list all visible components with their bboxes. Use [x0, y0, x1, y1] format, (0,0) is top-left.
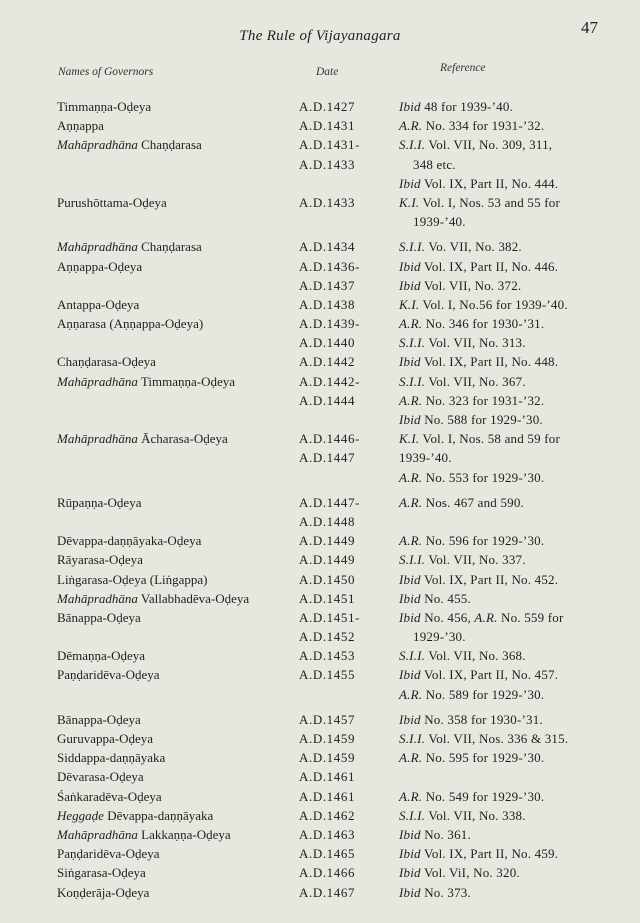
date-cell: A.D.1446-: [299, 431, 361, 447]
row-line: [0, 468, 640, 487]
reference-source: S.I.I.: [399, 731, 426, 746]
governor-title: Heggaḍe: [57, 807, 104, 823]
governor-name-text: Aṇṇappa: [57, 118, 104, 134]
reference-cell: [399, 806, 526, 825]
row-line: [0, 372, 640, 391]
reference-source: Ibid: [399, 571, 421, 587]
governor-name: [57, 787, 162, 806]
row-line: [0, 570, 640, 589]
reference-source: Ibid: [399, 99, 421, 114]
date-cell: A.D.1442-: [299, 373, 361, 389]
reference-source: K.I.: [399, 431, 420, 447]
reference-source: Ibid: [399, 609, 421, 625]
reference-cell: [399, 391, 544, 410]
date-cell: A.D.1442: [299, 354, 356, 370]
table-row: [0, 237, 640, 256]
governor-name-text: Dēvappa-daṇṇāyaka: [103, 807, 214, 823]
reference-source: S.I.I.: [399, 373, 426, 389]
reference-cell: [399, 787, 544, 806]
governor-name-text: Aṇṇarasa (Aṇṇappa-Oḍeya): [57, 316, 204, 332]
governor-name-text: Chaṇḍarasa: [137, 239, 202, 255]
governor-name: [57, 97, 151, 116]
date-cell: A.D.1451: [299, 590, 356, 606]
row-line: [0, 333, 640, 352]
reference-text: Vol. IX, Part II, No. 446.: [420, 258, 559, 274]
reference-cell: [399, 448, 452, 467]
date-cell: A.D.1444: [299, 392, 356, 408]
governor-name: [57, 429, 228, 448]
reference-cell: [399, 372, 526, 391]
governor-title: Mahāpradhāna: [57, 826, 138, 842]
table-row: [0, 135, 640, 193]
reference-source: K.I.: [399, 296, 420, 312]
reference-source: S.I.I.: [399, 137, 426, 153]
row-line: [0, 493, 640, 512]
governor-name: [57, 314, 203, 333]
date-cell: A.D.1457: [299, 711, 356, 727]
table-row: [0, 844, 640, 863]
governor-name: [57, 589, 249, 608]
reference-source: S.I.I.: [399, 807, 426, 823]
row-line: [0, 155, 640, 174]
reference-text: No. 323 for 1931-’32.: [422, 392, 545, 408]
governor-title: Mahāpradhāna: [57, 239, 138, 255]
row-line: [0, 237, 640, 256]
reference-text: Vol. VII, No. 337.: [425, 552, 526, 568]
governor-name-text: Guruvappa-Oḍeya: [57, 731, 154, 746]
date-cell: A.D.1438: [299, 296, 356, 312]
reference-cell: [413, 627, 466, 646]
reference-text: No. 596 for 1929-’30.: [422, 533, 545, 549]
date-cell: A.D.1462: [299, 807, 356, 823]
governor-title: Mahāpradhāna: [57, 373, 138, 389]
date-cell: A.D.1459: [299, 750, 356, 766]
governor-name: [57, 531, 201, 550]
reference-source: Ibid: [399, 590, 421, 606]
reference-text: Vol. I, No.56 for 1939-’40.: [419, 296, 568, 312]
reference-source: Ibid: [399, 846, 421, 862]
reference-cell: [399, 665, 558, 684]
governor-name-text: Dēmaṇṇa-Oḍeya: [57, 648, 146, 664]
row-line: [0, 787, 640, 806]
table-row: [0, 806, 640, 825]
reference-cell: [399, 116, 544, 135]
reference-source: A.R.: [399, 750, 423, 766]
governor-name: [57, 825, 231, 844]
reference-text: Vol. VII, No. 309, 311,: [425, 137, 553, 153]
reference-cell: [399, 550, 526, 569]
reference-text: Vol. VII, No. 338.: [425, 807, 526, 823]
date-cell: A.D.1455: [299, 667, 356, 683]
page-number: 47: [581, 18, 598, 37]
reference-source: A.R.: [399, 686, 423, 702]
table-row: [0, 710, 640, 729]
row-line: [0, 589, 640, 608]
governor-name-text: Koṇḍerāja-Oḍeya: [57, 884, 150, 900]
reference-cell: [413, 155, 456, 174]
governor-title: Mahāpradhāna: [57, 590, 138, 606]
governor-name-text: Timmaṇṇa-Oḍeya: [137, 373, 236, 389]
row-line: [0, 806, 640, 825]
date-cell: A.D.1465: [299, 846, 356, 862]
reference-cell: [399, 468, 544, 487]
governor-name: [57, 646, 145, 665]
reference-text: No. 595 for 1929-’30.: [422, 750, 545, 766]
reference-cell: [399, 193, 560, 212]
table-row: [0, 589, 640, 608]
reference-source: A.R.: [399, 494, 423, 510]
table-row: [0, 257, 640, 295]
governor-name-text: Paṇḍaridēva-Oḍeya: [57, 846, 160, 862]
governor-name: [57, 135, 202, 154]
date-cell: A.D.1434: [299, 239, 356, 255]
governor-title: Mahāpradhāna: [57, 137, 138, 153]
date-cell: A.D.1467: [299, 884, 356, 900]
reference-cell: [399, 237, 522, 256]
reference-text: Vol. IX, Part II, No. 459.: [420, 846, 559, 862]
reference-text: No. 549 for 1929-’30.: [422, 788, 545, 804]
governor-table: [0, 97, 640, 902]
governor-name: [57, 237, 202, 256]
table-row: [0, 550, 640, 569]
reference-text: 1939-’40.: [413, 214, 466, 230]
reference-text: No. 456,: [420, 609, 475, 625]
reference-text: Vol. IX, Part II, No. 457.: [420, 667, 559, 683]
reference-text: Vol. ViI, No. 320.: [420, 865, 520, 881]
table-row: [0, 352, 640, 371]
governor-name: [57, 570, 208, 589]
governor-name: [57, 748, 165, 767]
reference-cell: [399, 352, 558, 371]
governor-name-text: Liṅgarasa-Oḍeya (Liṅgappa): [57, 571, 208, 587]
reference-text: Vol. VII, No. 372.: [420, 277, 522, 293]
reference-cell: [399, 748, 544, 767]
row-line: [0, 97, 640, 116]
reference-source: Ibid: [399, 865, 421, 881]
governor-name-text: Antappa-Oḍeya: [57, 296, 140, 312]
governor-name: [57, 295, 139, 314]
governor-name-text: Chaṇḍarasa: [137, 137, 202, 153]
row-line: [0, 665, 640, 684]
reference-cell: [399, 710, 543, 729]
reference-cell: [399, 531, 544, 550]
date-cell: A.D.1448: [299, 513, 356, 529]
table-row: [0, 116, 640, 135]
date-cell: A.D.1463: [299, 826, 356, 842]
governor-name-text: Vallabhadēva-Oḍeya: [137, 590, 250, 606]
row-line: [0, 314, 640, 333]
date-cell: A.D.1433: [299, 156, 356, 172]
row-line: [0, 767, 640, 786]
reference-source: Ibid: [399, 354, 421, 370]
row-line: [0, 863, 640, 882]
reference-text: No. 334 for 1931-’32.: [422, 118, 545, 134]
reference-cell: [399, 883, 471, 902]
reference-cell: [399, 608, 564, 627]
reference-text: Vol. IX, Part II, No. 444.: [420, 175, 559, 191]
row-line: [0, 883, 640, 902]
row-line: [0, 448, 640, 467]
table-row: [0, 863, 640, 882]
governor-name-text: Siṅgarasa-Oḍeya: [57, 865, 146, 881]
date-cell: A.D.1449: [299, 533, 356, 549]
reference-cell: [399, 570, 558, 589]
governor-name: [57, 806, 213, 825]
governor-name-text: Purushōttama-Oḍeya: [57, 194, 167, 210]
reference-source: Ibid: [399, 884, 421, 900]
governor-name: [57, 863, 146, 882]
row-line: [0, 825, 640, 844]
reference-text: 1929-’30.: [413, 629, 466, 645]
reference-source: A.R.: [399, 469, 423, 485]
reference-text: No. 455.: [420, 590, 471, 606]
table-row: [0, 646, 640, 665]
reference-source: Ibid: [399, 277, 421, 293]
governor-title: Mahāpradhāna: [57, 431, 138, 447]
governor-name-text: Rūpaṇṇa-Oḍeya: [57, 494, 142, 510]
governor-name: [57, 257, 142, 276]
row-line: [0, 174, 640, 193]
governor-name: [57, 116, 104, 135]
governor-name: [57, 844, 160, 863]
reference-source: A.R.: [474, 609, 498, 625]
date-cell: A.D.1461: [299, 769, 356, 785]
row-line: [0, 646, 640, 665]
reference-source: S.I.I.: [399, 239, 426, 255]
table-row: [0, 729, 640, 748]
reference-source: Ibid: [399, 412, 421, 427]
table-row: [0, 767, 640, 786]
governor-name: [57, 729, 153, 748]
governor-name-text: Timmaṇṇa-Oḍeya: [57, 99, 152, 114]
row-line: [0, 135, 640, 154]
reference-cell: [399, 295, 568, 314]
row-line: [0, 550, 640, 569]
row-line: [0, 729, 640, 748]
reference-source: A.R.: [399, 788, 423, 804]
governor-name-text: Aṇṇappa-Oḍeya: [57, 258, 143, 274]
table-row: [0, 883, 640, 902]
table-row: [0, 295, 640, 314]
row-line: [0, 257, 640, 276]
governor-name: [57, 608, 141, 627]
row-line: [0, 295, 640, 314]
row-line: [0, 627, 640, 646]
row-line: [0, 844, 640, 863]
governor-name: [57, 767, 144, 786]
date-cell: A.D.1451-: [299, 609, 361, 625]
reference-cell: [399, 276, 521, 295]
reference-text: Nos. 467 and 590.: [422, 494, 525, 510]
governor-name-text: Lakkaṇṇa-Oḍeya: [137, 826, 231, 842]
column-header-reference: Reference: [440, 62, 486, 74]
reference-cell: [399, 589, 471, 608]
reference-text: Vol. I, Nos. 58 and 59 for: [419, 431, 561, 447]
table-row: [0, 570, 640, 589]
reference-source: S.I.I.: [399, 648, 426, 664]
governor-name-text: Dēvarasa-Oḍeya: [57, 769, 144, 785]
governor-name-text: Śaṅkaradēva-Oḍeya: [57, 788, 162, 804]
date-cell: A.D.1437: [299, 277, 356, 293]
column-header-date: Date: [316, 66, 339, 78]
row-line: [0, 410, 640, 429]
reference-source: Ibid: [399, 175, 421, 191]
date-cell: A.D.1440: [299, 335, 356, 351]
date-cell: A.D.1450: [299, 571, 356, 587]
reference-cell: [399, 333, 526, 352]
reference-cell: [399, 685, 544, 704]
reference-text: No. 588 for 1929-’30.: [420, 412, 543, 427]
table-row: [0, 665, 640, 703]
reference-text: No. 346 for 1930-’31.: [422, 316, 545, 332]
reference-text: Vol. IX, Part II, No. 448.: [420, 354, 559, 370]
table-row: [0, 372, 640, 430]
governor-name-text: Bānappa-Oḍeya: [57, 609, 141, 625]
reference-text: Vo. VII, No. 382.: [425, 239, 522, 255]
table-row: [0, 748, 640, 767]
row-line: [0, 212, 640, 231]
reference-text: No. 553 for 1929-’30.: [422, 469, 545, 485]
column-header-names: Names of Governors: [58, 66, 154, 78]
reference-text: Vol. I, Nos. 53 and 55 for: [419, 194, 561, 210]
row-line: [0, 276, 640, 295]
date-cell: A.D.1447: [299, 450, 356, 466]
reference-text: No. 361.: [420, 826, 471, 842]
table-row: [0, 97, 640, 116]
reference-source: Ibid: [399, 258, 421, 274]
governor-name-text: Dēvappa-daṇṇāyaka-Oḍeya: [57, 533, 202, 549]
reference-text: No. 559 for: [497, 609, 564, 625]
governor-name: [57, 665, 160, 684]
running-title: The Rule of Vijayanagara: [239, 28, 401, 44]
reference-text: Vol. IX, Part II, No. 452.: [420, 571, 559, 587]
table-row: [0, 429, 640, 487]
row-line: [0, 710, 640, 729]
reference-text: Vol. VII, Nos. 336 & 315.: [425, 731, 569, 746]
reference-source: K.I.: [399, 194, 420, 210]
row-line: [0, 748, 640, 767]
reference-source: S.I.I.: [399, 552, 426, 568]
reference-source: A.R.: [399, 392, 423, 408]
reference-cell: [399, 729, 568, 748]
table-row: [0, 608, 640, 646]
date-cell: A.D.1466: [299, 865, 356, 881]
reference-text: 48 for 1939-’40.: [420, 99, 513, 114]
reference-cell: [399, 844, 558, 863]
reference-text: Vol. VII, No. 367.: [425, 373, 526, 389]
governor-name-text: Bānappa-Oḍeya: [57, 711, 141, 727]
reference-text: Vol. VII, No. 313.: [425, 335, 526, 351]
date-cell: A.D.1449: [299, 552, 356, 568]
date-cell: A.D.1433: [299, 194, 356, 210]
date-cell: A.D.1461: [299, 788, 356, 804]
reference-source: A.R.: [399, 316, 423, 332]
date-cell: A.D.1436-: [299, 258, 361, 274]
reference-text: No. 589 for 1929-’30.: [422, 686, 545, 702]
governor-name: [57, 493, 141, 512]
governor-name-text: Rāyarasa-Oḍeya: [57, 552, 143, 568]
reference-text: 1939-’40.: [399, 450, 452, 466]
governor-name-text: Ācharasa-Oḍeya: [137, 431, 228, 447]
reference-cell: [399, 646, 526, 665]
date-cell: A.D.1431: [299, 118, 356, 134]
governor-name: [57, 372, 235, 391]
governor-name: [57, 710, 141, 729]
row-line: [0, 429, 640, 448]
table-row: [0, 531, 640, 550]
date-cell: A.D.1453: [299, 648, 356, 664]
reference-cell: [399, 257, 558, 276]
reference-cell: [399, 825, 471, 844]
governor-name: [57, 193, 167, 212]
date-cell: A.D.1459: [299, 731, 356, 746]
governor-name: [57, 352, 156, 371]
row-line: [0, 116, 640, 135]
reference-source: S.I.I.: [399, 335, 426, 351]
row-line: [0, 685, 640, 704]
reference-cell: [399, 863, 520, 882]
reference-cell: [399, 493, 524, 512]
governor-name-text: Paṇḍaridēva-Oḍeya: [57, 667, 160, 683]
reference-source: A.R.: [399, 118, 423, 134]
row-line: [0, 193, 640, 212]
table-row: [0, 193, 640, 231]
reference-text: Vol. VII, No. 368.: [425, 648, 526, 664]
row-line: [0, 391, 640, 410]
reference-text: No. 373.: [420, 884, 471, 900]
row-line: [0, 352, 640, 371]
reference-source: Ibid: [399, 826, 421, 842]
date-cell: A.D.1452: [299, 629, 356, 645]
governor-name-text: Chaṇḍarasa-Oḍeya: [57, 354, 156, 370]
row-line: [0, 608, 640, 627]
reference-cell: [399, 135, 552, 154]
date-cell: A.D.1431-: [299, 137, 361, 153]
reference-cell: [399, 97, 513, 116]
row-line: [0, 512, 640, 531]
table-row: [0, 787, 640, 806]
reference-cell: [413, 212, 466, 231]
reference-cell: [399, 174, 558, 193]
date-cell: A.D.1447-: [299, 494, 361, 510]
reference-text: No. 358 for 1930-’31.: [420, 711, 543, 727]
governor-name: [57, 883, 149, 902]
reference-cell: [399, 429, 560, 448]
table-row: [0, 493, 640, 531]
reference-source: A.R.: [399, 533, 423, 549]
reference-source: Ibid: [399, 667, 421, 683]
governor-name: [57, 550, 143, 569]
date-cell: A.D.1439-: [299, 316, 361, 332]
governor-name-text: Siddappa-daṇṇāyaka: [57, 750, 166, 766]
reference-text: 348 etc.: [413, 156, 456, 172]
reference-cell: [399, 410, 543, 429]
table-row: [0, 825, 640, 844]
date-cell: A.D.1427: [299, 99, 356, 114]
reference-cell: [399, 314, 544, 333]
row-line: [0, 531, 640, 550]
table-row: [0, 314, 640, 352]
reference-source: Ibid: [399, 711, 421, 727]
